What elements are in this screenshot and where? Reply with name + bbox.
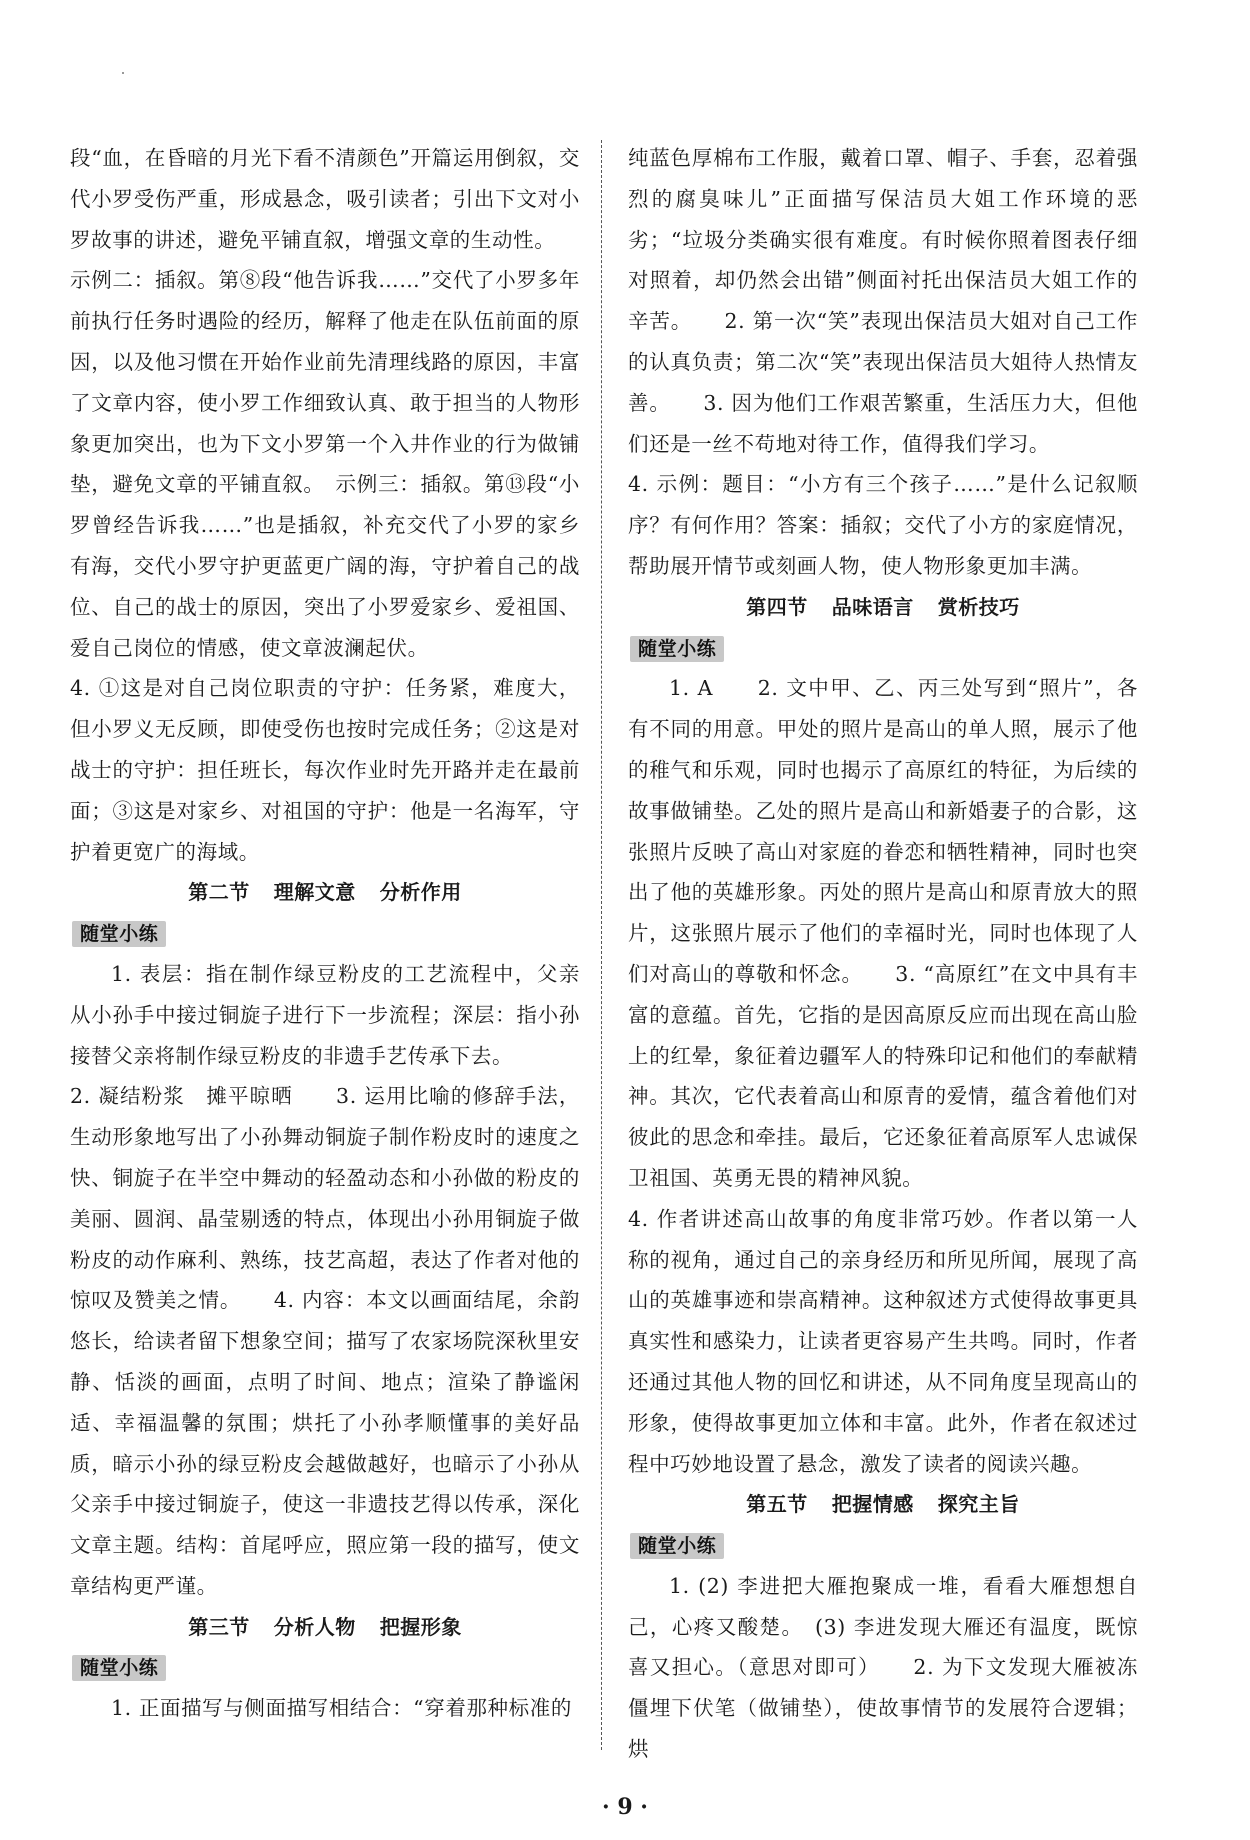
practice-tag: 随堂小练 (72, 1655, 166, 1681)
left-column (70, 138, 580, 1729)
paragraph: 1. 正面描写与侧面描写相结合：“穿着那种标准的 (111, 1696, 572, 1721)
scan-speck (122, 72, 124, 74)
paragraph: 示例二：插叙。第⑧段“他告诉我……”交代了小罗多年前执行任务时遇险的经历，解释了他走在队伍前面的原因，以及他习惯在开始作业前先清理线路的原因，丰富了文章内容，使小罗工作细致认真、敢于担当的人物形象更加突出，也为下文小罗第一个入井作业的行为做铺垫，避免文章的平铺直叙。 示例三：插叙。第⑬段“小罗曾经告诉我……”也是插叙，补充交代了小罗的家乡有海，交代小罗守护更蓝更广阔的海，守护着自己的战位、自己的战士的原因，突出了小罗爱家乡、爱祖国、爱自己岗位的情感，使文章波澜起伏。 (70, 268, 580, 660)
section-title-4: 第四节 品味语言 赏析技巧 (746, 594, 1020, 619)
paragraph: 段“血，在昏暗的月光下看不清颜色”开篇运用倒叙，交代小罗受伤严重，形成悬念，吸引读者；引出下文对小罗故事的讲述，避免平铺直叙，增强文章的生动性。 (70, 146, 580, 252)
practice-tag: 随堂小练 (630, 1533, 724, 1559)
paragraph: 纯蓝色厚棉布工作服，戴着口罩、帽子、手套，忍着强烈的腐臭味儿”正面描写保洁员大姐工作环境的恶劣；“垃圾分类确实很有难度。有时候你照着图表仔细对照着，却仍然会出错”侧面衬托出保洁员大姐工作的辛苦。 2. 第一次“笑”表现出保洁员大姐对自己工作的认真负责；第二次“笑”表现出保洁员大姐待人热情友善。 3. 因为他们工作艰苦繁重，生活压力大，但他们还是一丝不苟地对待工作，值得我们学习。 (628, 146, 1138, 456)
section-title-5: 第五节 把握情感 探究主旨 (746, 1492, 1020, 1517)
paragraph: 4. 示例：题目：“小方有三个孩子……”是什么记叙顺序？有何作用？答案：插叙；交代了小方的家庭情况，帮助展开情节或刻画人物，使人物形象更加丰满。 (628, 472, 1138, 578)
paragraph: 1. A 2. 文中甲、乙、丙三处写到“照片”，各有不同的用意。甲处的照片是高山的单人照，展示了他的稚气和乐观，同时也揭示了高原红的特征，为后续的故事做铺垫。乙处的照片是高山和新婚妻子的合影，这张照片反映了高山对家庭的眷恋和牺牲精神，同时也突出了他的英雄形象。丙处的照片是高山和原青放大的照片，这张照片展示了他们的幸福时光，同时也体现了人们对高山的尊敬和怀念。 3. “高原红”在文中具有丰富的意蕴。首先，它指的是因高原反应而出现在高山脸上的红晕，象征着边疆军人的特殊印记和他们的奉献精神。其次，它代表着高山和原青的爱情，蕴含着他们对彼此的思念和牵挂。最后，它还象征着高原军人忠诚保卫祖国、英勇无畏的精神风貌。 (628, 676, 1138, 1190)
column-divider (601, 140, 602, 1750)
paragraph: 1. (2) 李进把大雁抱聚成一堆，看看大雁想想自己，心疼又酸楚。 (3) 李进发现大雁还有温度，既惊喜又担心。（意思对即可） 2. 为下文发现大雁被冻僵埋下伏笔（做铺垫），使故事情节的发展符合逻辑；烘 (628, 1573, 1138, 1762)
section-title-3: 第三节 分析人物 把握形象 (188, 1614, 462, 1639)
page-number: · 9 · (602, 1794, 648, 1820)
paragraph: 2. 凝结粉浆 摊平晾晒 3. 运用比喻的修辞手法，生动形象地写出了小孙舞动铜旋子制作粉皮时的速度之快、铜旋子在半空中舞动的轻盈动态和小孙做的粉皮的美丽、圆润、晶莹剔透的特点，体现出小孙用铜旋子做粉皮的动作麻利、熟练，技艺高超，表达了作者对他的惊叹及赞美之情。 4. 内容：本文以画面结尾，余韵悠长，给读者留下想象空间；描写了农家场院深秋里安静、恬淡的画面，点明了时间、地点；渲染了静谧闲适、幸福温馨的氛围；烘托了小孙孝顺懂事的美好品质，暗示小孙的绿豆粉皮会越做越好，也暗示了小孙从父亲手中接过铜旋子，使这一非遗技艺得以传承，深化文章主题。结构：首尾呼应，照应第一段的描写，使文章结构更严谨。 (70, 1084, 580, 1598)
practice-tag: 随堂小练 (72, 921, 166, 947)
paragraph: 4. 作者讲述高山故事的角度非常巧妙。作者以第一人称的视角，通过自己的亲身经历和所见所闻，展现了高山的英雄事迹和崇高精神。这种叙述方式使得故事更具真实性和感染力，让读者更容易产生共鸣。同时，作者还通过其他人物的回忆和讲述，从不同角度呈现高山的形象，使得故事更加立体和丰富。此外，作者在叙述过程中巧妙地设置了悬念，激发了读者的阅读兴趣。 (628, 1206, 1138, 1476)
section-title-2: 第二节 理解文意 分析作用 (188, 880, 462, 905)
paragraph: 4. ①这是对自己岗位职责的守护：任务紧，难度大，但小罗义无反顾，即使受伤也按时完成任务；②这是对战士的守护：担任班长，每次作业时先开路并走在最前面；③这是对家乡、对祖国的守护：他是一名海军，守护着更宽广的海域。 (70, 676, 580, 864)
practice-tag: 随堂小练 (630, 636, 724, 662)
right-column (628, 138, 1138, 1770)
paragraph: 1. 表层：指在制作绿豆粉皮的工艺流程中，父亲从小孙手中接过铜旋子进行下一步流程；深层：指小孙接替父亲将制作绿豆粉皮的非遗手艺传承下去。 (70, 961, 580, 1068)
